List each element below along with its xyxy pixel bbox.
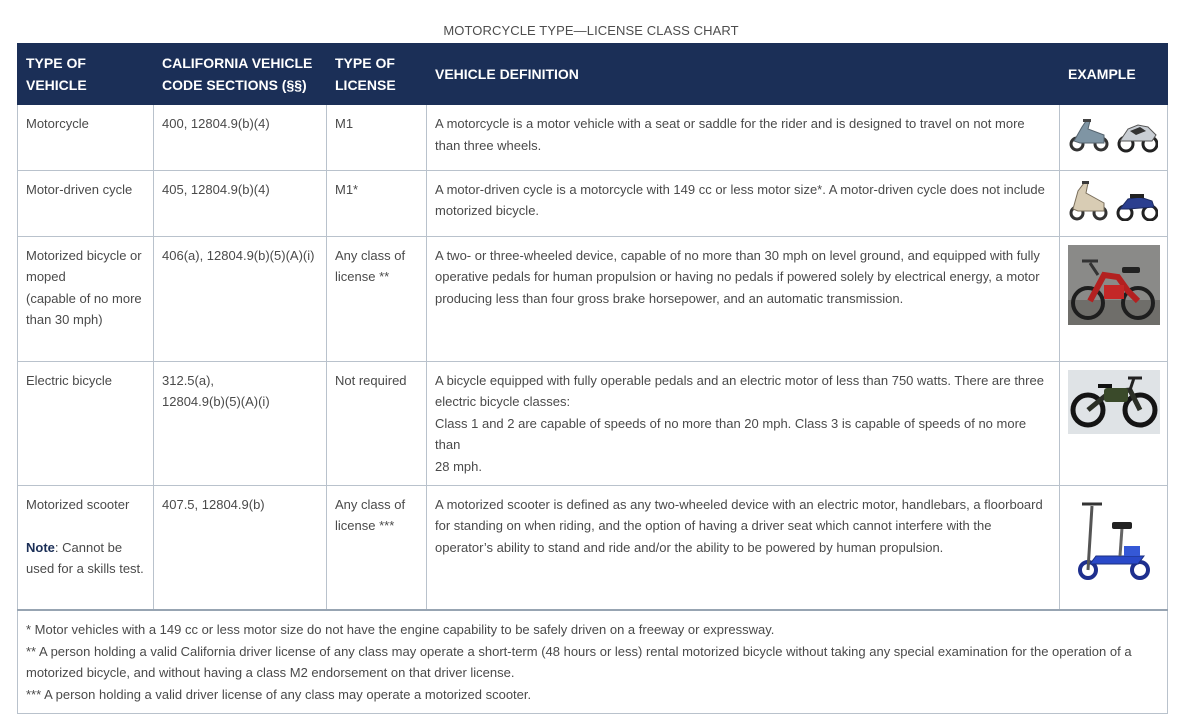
license-text: Any class of license *** bbox=[335, 496, 406, 533]
vehicle-cell bbox=[18, 170, 154, 236]
definition-cell bbox=[427, 170, 1060, 236]
header-line: LICENSE bbox=[335, 76, 396, 93]
code-text: 406(a), 12804.9(b)(5)(A)(i) bbox=[162, 247, 315, 263]
license-cell bbox=[327, 104, 427, 170]
motorized-scooter-photo bbox=[1068, 494, 1158, 584]
code-cell bbox=[154, 361, 327, 485]
code-text: 312.5(a), bbox=[162, 372, 215, 388]
definition-cell bbox=[427, 485, 1060, 610]
code-cell bbox=[154, 170, 327, 236]
code-text: 407.5, 12804.9(b) bbox=[162, 496, 265, 512]
code-text: 12804.9(b)(5)(A)(i) bbox=[162, 394, 270, 409]
table-row bbox=[18, 170, 1168, 236]
vehicle-text: Motor-driven cycle bbox=[26, 181, 133, 197]
example-cell bbox=[1060, 361, 1168, 485]
code-cell bbox=[154, 236, 327, 361]
code-text: 400, 12804.9(b)(4) bbox=[162, 116, 270, 131]
license-cell bbox=[327, 236, 427, 361]
definition-text: A two- or three-wheeled device, capable of no more than 30 mph on level ground, and equipped with fully operative pedals for human propulsion or having no pedals if powered solely by electrical energy, a motor producing less than four gross brake horsepower, and an automatic transmission. bbox=[435, 247, 1040, 306]
vehicle-cell bbox=[18, 485, 154, 610]
header-type-of-license bbox=[327, 44, 427, 105]
footnote: * Motor vehicles with a 149 cc or less motor size do not have the engine capability to be safely driven on a freeway or expressway. bbox=[26, 622, 775, 637]
definition-text: 28 mph. bbox=[435, 458, 482, 474]
example-cell bbox=[1060, 104, 1168, 170]
vehicle-text: Motorcycle bbox=[26, 116, 89, 131]
example-cell bbox=[1060, 485, 1168, 610]
license-text: M1* bbox=[335, 181, 359, 197]
vehicle-text: Motorized scooter bbox=[26, 496, 130, 512]
definition-text: A motor-driven cycle is a motorcycle with 149 cc or less motor size*. A motor-driven cycle does not include motorized bicycle. bbox=[435, 181, 1045, 218]
footnotes-row bbox=[18, 610, 1168, 714]
footnote: ** A person holding a valid California driver license of any class may operate a short-term (48 hours or less) rental motorized bicycle without taking any special examination for the operation of a motorized bicycle, and without having a class M2 endorsement on that driver license. bbox=[26, 643, 1132, 680]
note-label: Note bbox=[26, 539, 55, 555]
header-example: EXAMPLE bbox=[1060, 44, 1168, 105]
license-text: Not required bbox=[335, 372, 407, 388]
code-cell bbox=[154, 485, 327, 610]
license-text: M1 bbox=[335, 116, 354, 131]
table-caption: MOTORCYCLE TYPE—LICENSE CLASS CHART bbox=[443, 23, 739, 38]
vehicle-cell bbox=[18, 236, 154, 361]
note bbox=[26, 537, 145, 580]
definition-text: A motorcycle is a motor vehicle with a seat or saddle for the rider and is designed to travel on not more than three wheels. bbox=[435, 116, 1025, 153]
header-line: TYPE OF bbox=[335, 54, 395, 71]
license-cell bbox=[327, 170, 427, 236]
vehicle-cell bbox=[18, 104, 154, 170]
example-cell bbox=[1060, 236, 1168, 361]
footnotes-cell bbox=[18, 610, 1168, 714]
definition-cell bbox=[427, 236, 1060, 361]
vehicle-text: Electric bicycle bbox=[26, 372, 112, 388]
license-cell bbox=[327, 361, 427, 485]
license-class-table bbox=[17, 43, 1168, 714]
note-text: : Cannot be used for a skills test. bbox=[26, 539, 144, 576]
table-row bbox=[18, 104, 1168, 170]
license-text: Any class of license ** bbox=[335, 247, 406, 284]
definition-text: A bicycle equipped with fully operable pedals and an electric motor of less than 750 watts. There are three electric bicycle classes: bbox=[435, 372, 1044, 409]
small-scooter-and-motorcycle-photo bbox=[1068, 179, 1158, 219]
footnote: *** A person holding a valid driver license of any class may operate a motorized scooter. bbox=[26, 686, 532, 702]
vehicle-cell bbox=[18, 361, 154, 485]
header-code-sections bbox=[154, 44, 327, 105]
header-line: CODE SECTIONS (§§) bbox=[162, 76, 307, 93]
scooter-and-sportbike-photo bbox=[1068, 113, 1158, 153]
definition-text: A motorized scooter is defined as any two-wheeled device with an electric motor, handlebars, a floorboard for standing on when riding, and the option of having a driver seat which cannot interfere with the operator’s ability to stand and ride and/or the ability to be powered by human propulsion. bbox=[435, 496, 1043, 555]
vehicle-text: (capable of no more bbox=[26, 290, 142, 306]
electric-bicycle-photo bbox=[1068, 370, 1158, 434]
table-row bbox=[18, 361, 1168, 485]
code-cell bbox=[154, 104, 327, 170]
vehicle-text: Motorized bicycle or moped bbox=[26, 247, 142, 284]
header-type-of-vehicle bbox=[18, 44, 154, 105]
header-line: CALIFORNIA VEHICLE bbox=[162, 54, 313, 71]
header-row bbox=[18, 44, 1168, 105]
example-cell bbox=[1060, 170, 1168, 236]
header-vehicle-definition: VEHICLE DEFINITION bbox=[427, 44, 1060, 105]
code-text: 405, 12804.9(b)(4) bbox=[162, 181, 270, 197]
header-line: TYPE OF bbox=[26, 54, 86, 71]
definition-cell bbox=[427, 104, 1060, 170]
license-cell bbox=[327, 485, 427, 610]
red-moped-photo bbox=[1068, 245, 1158, 325]
table-row bbox=[18, 236, 1168, 361]
vehicle-text: than 30 mph) bbox=[26, 312, 103, 327]
definition-cell bbox=[427, 361, 1060, 485]
header-line: VEHICLE bbox=[26, 76, 87, 93]
definition-text: Class 1 and 2 are capable of speeds of no more than 20 mph. Class 3 is capable of speeds of no more than bbox=[435, 415, 1027, 452]
table-row bbox=[18, 485, 1168, 610]
